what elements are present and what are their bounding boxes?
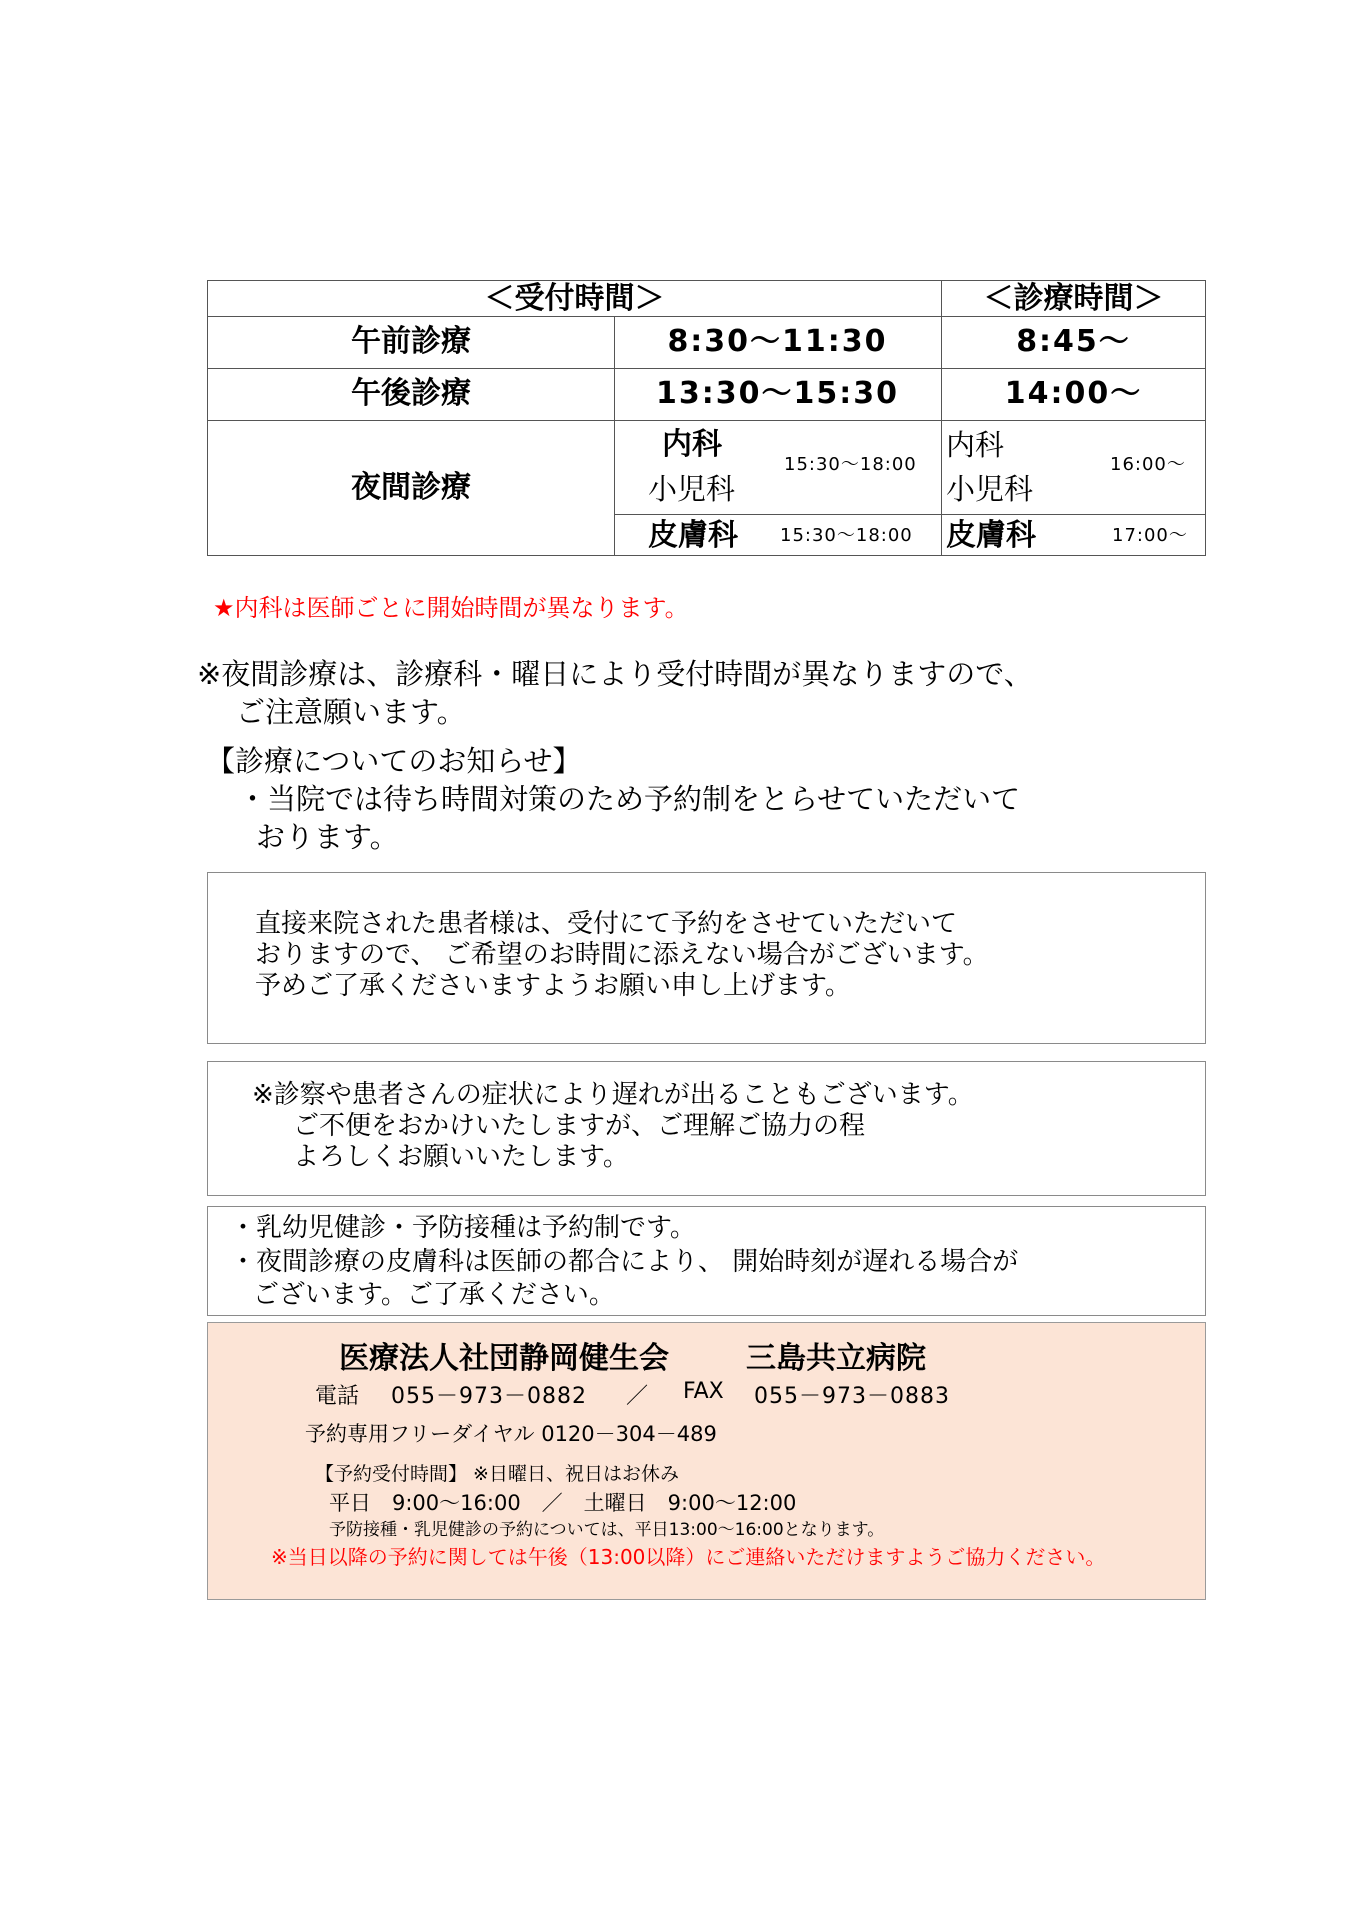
- same-day-reservation-note: ※当日以降の予約に関しては午後（13:00以降）にご連絡いただけますようご協力ください。: [271, 1545, 1106, 1569]
- fax-number: 055－973－0883: [754, 1384, 950, 1409]
- phone-label: 電話: [315, 1384, 360, 1409]
- info-line2: おります。: [256, 820, 399, 854]
- box1-line3: 予めご了承くださいますようお願い申し上げます。: [255, 971, 851, 1001]
- night-notice-line2: ご注意願います。: [236, 695, 466, 729]
- row-label-afternoon: 午後診療: [351, 376, 471, 411]
- night-consult-derm-label: 皮膚科: [946, 518, 1036, 553]
- night-derm-label: 皮膚科: [648, 518, 738, 553]
- afternoon-reception-time: 13:30〜15:30: [656, 376, 899, 411]
- night-derm-reception-time: 15:30〜18:00: [780, 525, 913, 546]
- reservation-hours: 平日 9:00〜16:00 ／ 土曜日 9:00〜12:00: [329, 1491, 797, 1515]
- night-notice-line1: ※夜間診療は、診療科・曜日により受付時間が異なりますので、: [197, 657, 1033, 691]
- contact-separator: ／: [626, 1384, 649, 1409]
- info-line1: ・当院では待ち時間対策のため予約制をとらせていただいて: [238, 782, 1021, 816]
- box2-line1: ※診察や患者さんの症状により遅れが出ることもございます。: [252, 1080, 974, 1110]
- phone-number[interactable]: 055－973－0882: [391, 1384, 587, 1409]
- walk-in-notice-box: [207, 872, 1206, 1044]
- night-internal-consult-time: 16:00〜: [1110, 454, 1186, 475]
- delay-notice-box: [207, 1061, 1206, 1196]
- header-consult: ＜診療時間＞: [983, 281, 1164, 316]
- box1-line2: おりますので、 ご希望のお時間に添えない場合がございます。: [255, 940, 989, 970]
- schedule-table: [207, 280, 1206, 556]
- night-derm-consult-time: 17:00〜: [1112, 525, 1188, 546]
- night-consult-internal-label: 内科: [946, 428, 1005, 462]
- table-divider: [614, 514, 1205, 515]
- header-reception: ＜受付時間＞: [484, 281, 665, 316]
- row-label-morning: 午前診療: [351, 324, 471, 359]
- box3-line2: ・夜間診療の皮膚科は医師の都合により、 開始時刻が遅れる場合が: [230, 1247, 1019, 1277]
- night-internal-reception-time: 15:30〜18:00: [784, 454, 917, 475]
- reservation-freedial: 予約専用フリーダイヤル 0120－304－489: [305, 1422, 717, 1446]
- hospital-name: 三島共立病院: [746, 1341, 926, 1376]
- info-heading: 【診療についてのお知らせ】: [206, 744, 582, 778]
- contact-box: [207, 1322, 1206, 1600]
- box1-line1: 直接来院された患者様は、受付にて予約をさせていただいて: [255, 909, 958, 939]
- box3-line1: ・乳幼児健診・予防接種は予約制です。: [230, 1213, 696, 1243]
- vaccine-checkup-note: 予防接種・乳児健診の予約については、平日13:00〜16:00となります。: [329, 1520, 885, 1540]
- morning-reception-time: 8:30〜11:30: [667, 324, 888, 359]
- night-consult-pediatrics-label: 小児科: [946, 472, 1034, 506]
- row-label-night: 夜間診療: [351, 470, 471, 505]
- box2-line3: よろしくお願いいたします。: [293, 1142, 629, 1172]
- night-internal-label: 内科: [662, 427, 722, 462]
- internal-medicine-note: ★内科は医師ごとに開始時間が異なります。: [213, 594, 689, 622]
- fax-label: FAX: [683, 1379, 724, 1404]
- night-pediatrics-label: 小児科: [648, 472, 736, 506]
- box3-line3: ございます。ご了承ください。: [253, 1280, 615, 1310]
- org-name: 医療法人社団静岡健生会: [339, 1341, 669, 1376]
- reservation-notice-box: [207, 1206, 1206, 1316]
- morning-consult-time: 8:45〜: [1016, 324, 1131, 359]
- reservation-hours-heading: 【予約受付時間】 ※日曜日、祝日はお休み: [315, 1463, 679, 1485]
- afternoon-consult-time: 14:00〜: [1004, 376, 1143, 411]
- box2-line2: ご不便をおかけいたしますが、ご理解ご協力の程: [293, 1111, 866, 1141]
